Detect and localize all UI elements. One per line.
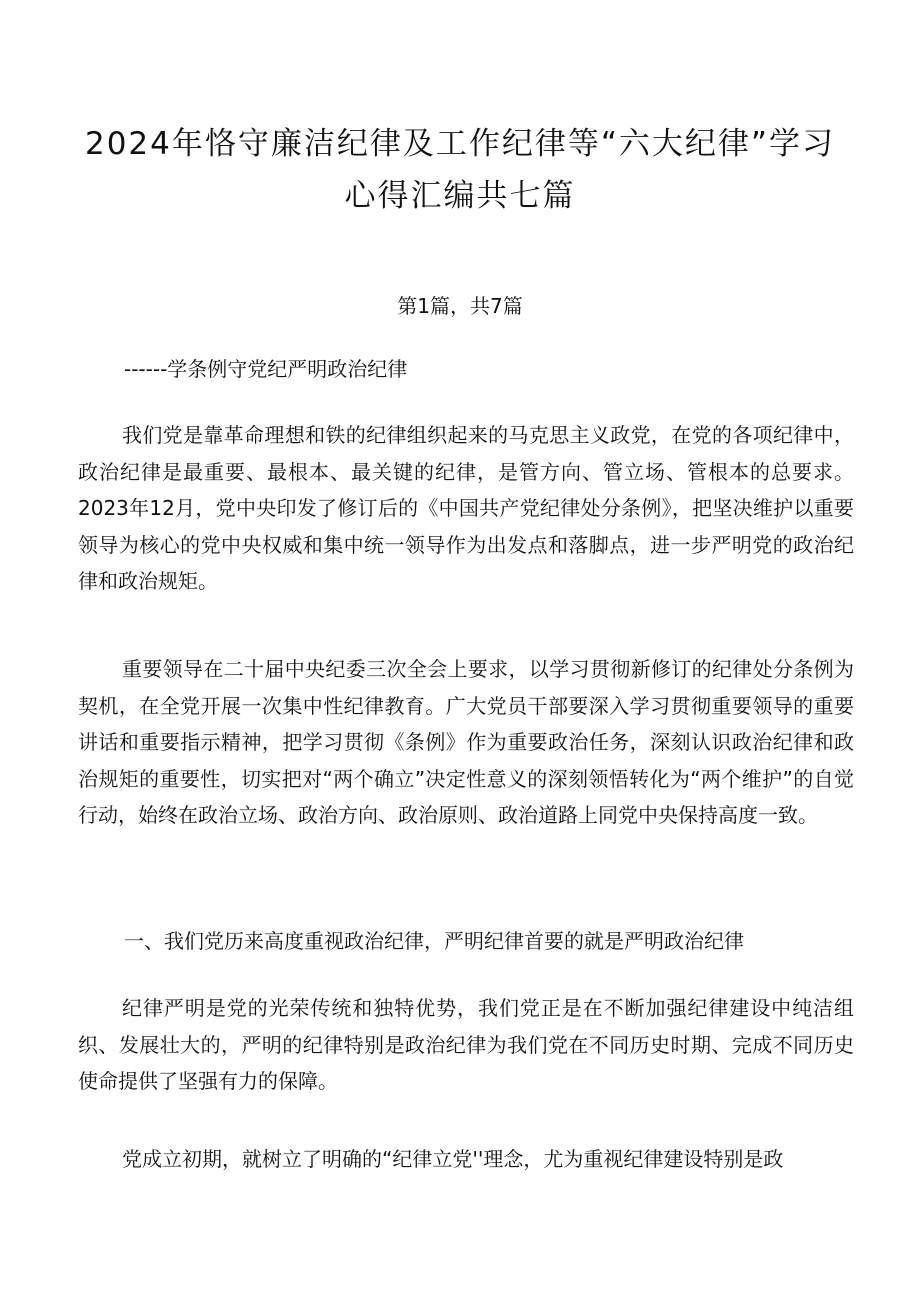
paragraph: 我们党是靠革命理想和铁的纪律组织起来的马克思主义政党，在党的各项纪律中，政治纪律是最重要、最根本、最关键的纪律，是管方向、管立场、管根本的总要求。2023年12月，党中央印发了修订后的《中国共产党纪律处分条例》，把坚决维护以重要领导为核心的党中央权威和集中统一领导作为出发点和落脚点，进一步严明党的政治纪律和政治规矩。 xyxy=(78,423,854,593)
subheading: 一、我们党历来高度重视政治纪律，严明纪律首要的就是严明政治纪律 xyxy=(124,929,744,953)
document-title: 2024年恪守廉洁纪律及工作纪律等“六大纪律”学习心得汇编共七篇 xyxy=(84,126,835,214)
paragraph: 党成立初期，就树立了明确的“纪律立党''理念，尤为重视纪律建设特别是政 xyxy=(122,1147,784,1171)
paragraph: 重要领导在二十届中央纪委三次全会上要求，以学习贯彻新修订的纪律处分条例为契机，在全党开展一次集中性纪律教育。广大党员干部要深入学习贯彻重要领导的重要讲话和重要指示精神，把学习贯彻《条例》作为重要政治任务，深刻认识政治纪律和政治规矩的重要性，切实把对“两个确立”决定性意义的深刻领悟转化为“两个维护”的自觉行动，始终在政治立场、政治方向、政治原则、政治道路上同党中央保持高度一致。 xyxy=(78,657,854,827)
section-heading: ------学条例守党纪严明政治纪律 xyxy=(124,357,408,381)
part-label: 第1篇，共7篇 xyxy=(397,294,523,318)
paragraph: 纪律严明是党的光荣传统和独特优势，我们党正是在不断加强纪律建设中纯洁组织、发展壮大的，严明的纪律特别是政治纪律为我们党在不同历史时期、完成不同历史使命提供了坚强有力的保障。 xyxy=(78,996,854,1093)
